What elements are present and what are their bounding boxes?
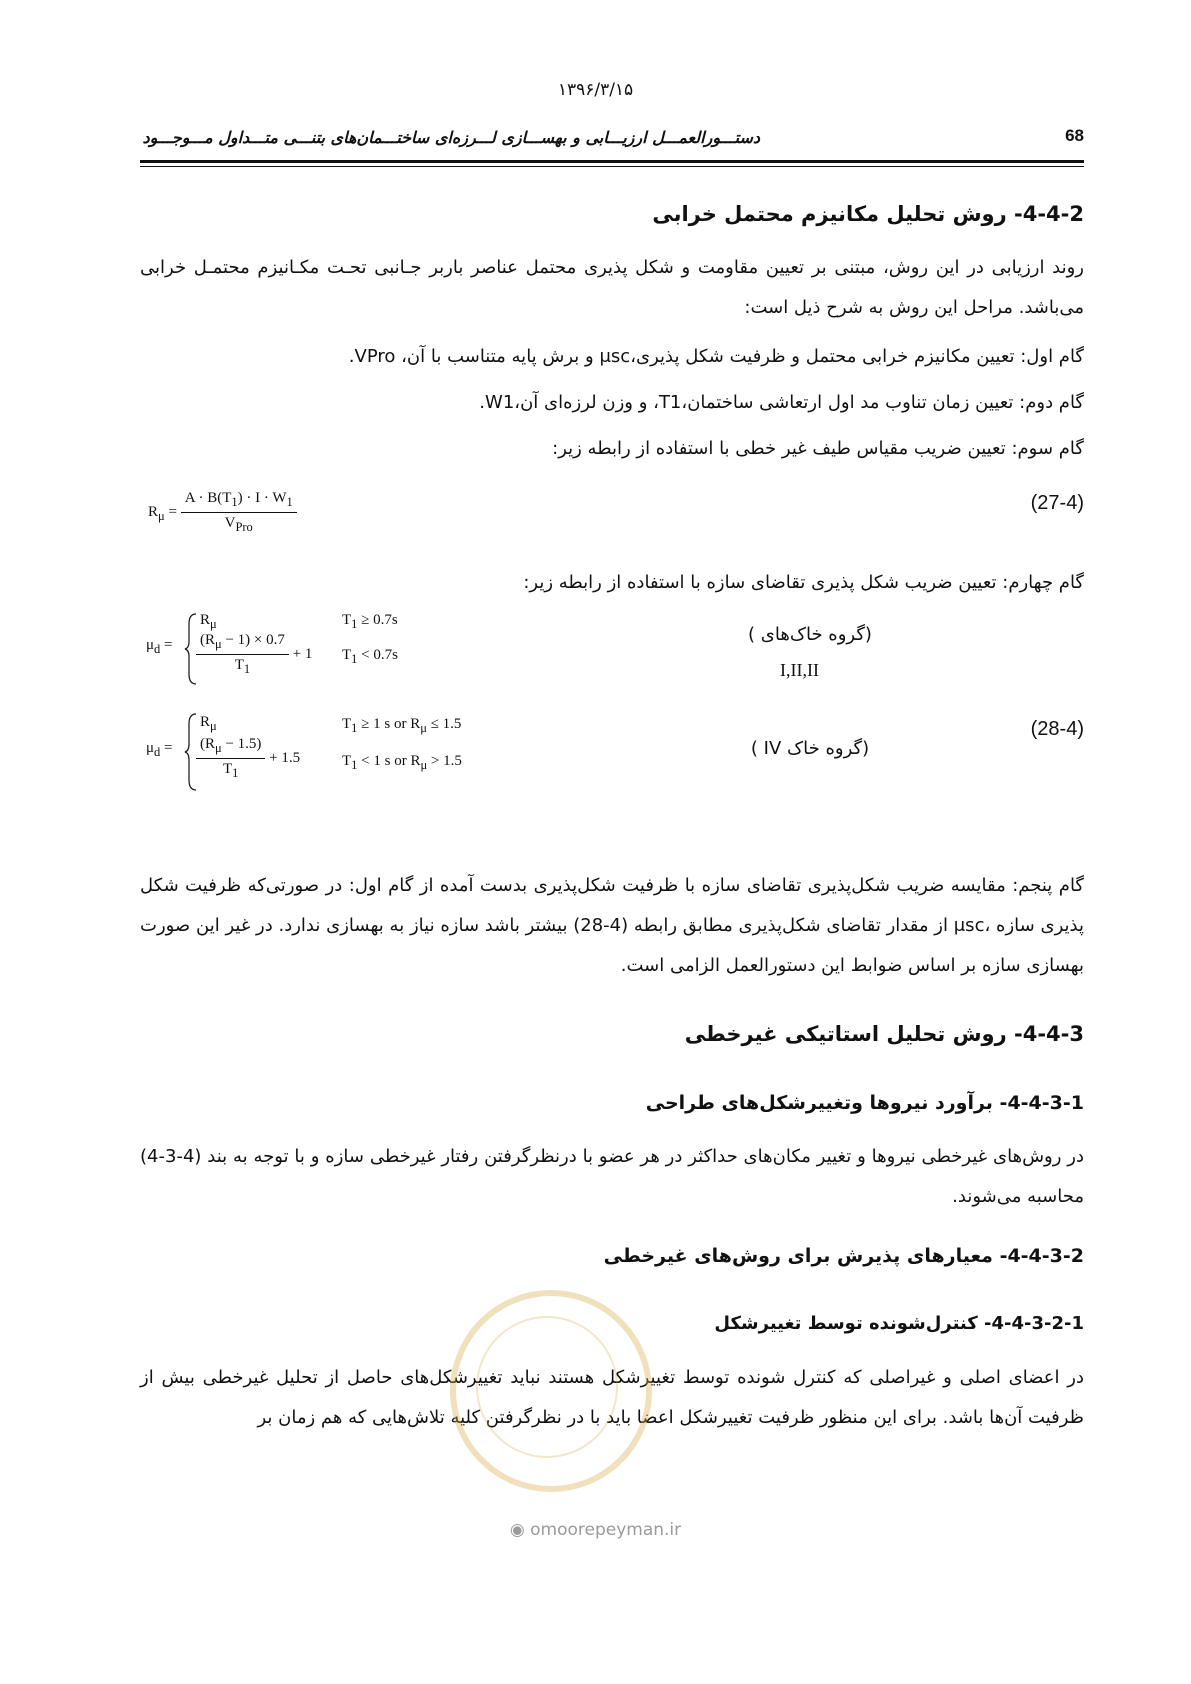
watermark-url: ◉ omoorepeyman.ir [509,1520,682,1540]
equation-number-28-4: (28-4) [1030,718,1084,740]
case-2-top: $R_\mu$ [200,714,217,733]
case-2-bottom: $\frac{(R_\mu - 1.5)}{T_1}$ + 1.5 [196,736,300,781]
step-4: گام چهارم: تعیین ضریب شکل پذیری تقاضای سازه با استفاده از رابطه زیر: [523,572,1084,593]
equation-27-4: $R_\mu$ = $\frac{A \cdot B(T_1) \cdot I \cdot W_1}{V_{Pro}}$ [148,490,297,535]
step-3: گام سوم: تعیین ضریب مقیاس طیف غیر خطی با استفاده از رابطه زیر: [552,438,1084,459]
condition-1a: $T_1 \ge 0.7s$ [342,612,398,631]
mu-d-symbol-1: $\mu_d$ = [146,637,173,656]
section-heading-4-4-2: 4-4-2- روش تحلیل مکانیزم محتمل خرابی [652,202,1084,226]
case-1-bottom: $\frac{(R_\mu - 1) \times 0.7}{T_1}$ + 1 [196,632,312,677]
print-date: ۱۳۹۶/۳/۱۵ [557,80,634,100]
running-header-title: دستـــورالعمـــل ارزیـــابی و بهســـازی لـــرزه‌ای ساختـــمان‌های بتنـــی متـــداول مـــوجـــود [142,128,760,147]
step-5: گام پنجم: مقایسه ضریب شکل‌پذیری تقاضای سازه با ظرفیت شکل‌پذیری بدست آمده از گام اول: در صورتی‌که ظرفیت شکل پذیری سازه ،μsc از مقدار تقاضای شکل‌پذیری مطابق رابطه (4-28) بیشتر باشد سازه نیاز به بهسازی ندارد. در غیر این صورت بهسازی سازه بر اساس ضوابط این دستورالعمل الزامی است. [140,875,1084,976]
section-4-4-3-2-1-para: در اعضای اصلی و غیراصلی که کنترل شونده توسط تغییرشکل هستند نباید تغییرشکل‌های حاصل از تحلیل غیرخطی بیش از ظرفیت آن‌ها باشد. برای این منظور ظرفیت تغییرشکل اعضا باید با در نظرگرفتن کلیه تلاش‌هایی که هم زمان بر [140,1367,1084,1428]
section-4-4-3-1-para: در روش‌های غیرخطی نیروها و تغییر مکان‌های حداکثر در هر عضو با درنظرگرفتن رفتار غیرخطی سازه و با توجه به بند (4-3-4) محاسبه می‌شوند. [140,1146,1084,1207]
page-number: 68 [1065,126,1084,145]
mu-d-symbol-2: $\mu_d$ = [146,740,173,759]
condition-1b: $T_1 < 0.7s$ [342,647,398,666]
section-4-4-2-intro: روند ارزیابی در این روش، مبتنی بر تعیین مقاومت و شکل پذیری محتمل عناصر باربر جـانبی تحـت مکـانیزم محتمـل خرابی می‌باشد. مراحل این روش به شرح ذیل است: [140,257,1084,318]
header-rule-thin [140,166,1084,167]
condition-2a: $T_1 \ge 1$ s or $R_\mu \le 1.5$ [342,716,462,735]
section-heading-4-4-3: 4-4-3- روش تحلیل استاتیکی غیرخطی [684,1022,1084,1046]
soil-group-1-codes: I,II,II [780,660,819,680]
case-1-top: $R_\mu$ [200,612,217,631]
condition-2b: $T_1 < 1$ s or $R_\mu > 1.5$ [342,753,462,772]
section-heading-4-4-3-1: 4-4-3-1- برآورد نیروها وتغییرشکل‌های طراحی [645,1092,1084,1114]
watermark-seal-inner [476,1316,618,1458]
soil-group-2: (گروه خاک IV ) [750,738,870,759]
equation-number-27-4: (27-4) [1030,492,1084,514]
step-1: گام اول: تعیین مکانیزم خرابی محتمل و ظرفیت شکل پذیری،μsc و برش پایه متناسب با آن، VPro. [348,346,1084,367]
section-heading-4-4-3-2: 4-4-3-2- معیارهای پذیرش برای روش‌های غیرخطی [603,1245,1084,1267]
soil-group-1: (گروه خاک‌های ) [748,624,872,645]
header-rule-thick [140,160,1084,163]
section-heading-4-4-3-2-1: 4-4-3-2-1- کنترل‌شونده توسط تغییرشکل [714,1313,1084,1334]
step-2: گام دوم: تعیین زمان تناوب مد اول ارتعاشی ساختمان،T1، و وزن لرزه‌ای آن،W1. [479,392,1084,413]
